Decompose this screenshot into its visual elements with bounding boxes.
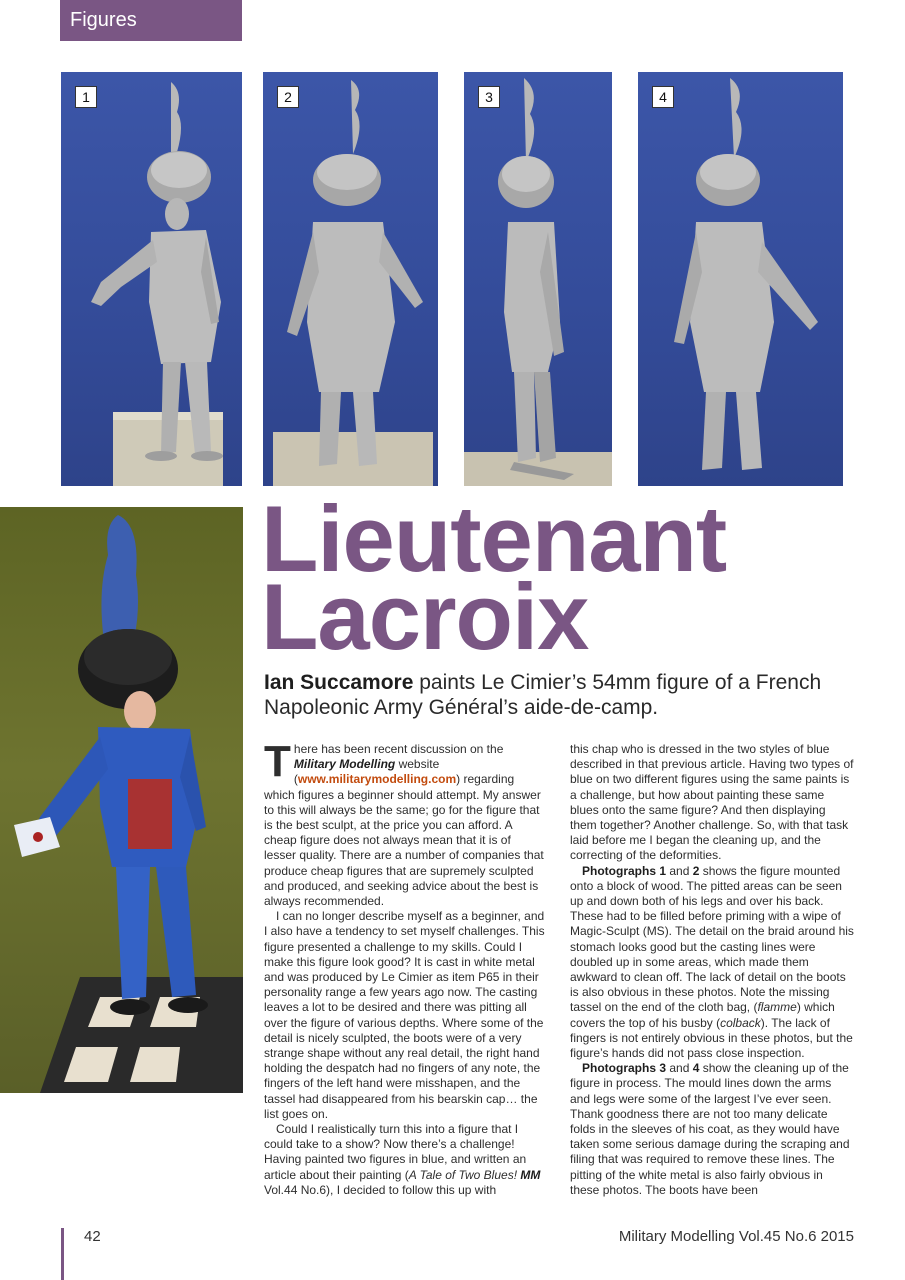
unpainted-figure-back [263, 72, 438, 486]
title-line-2: Lacroix [261, 564, 589, 669]
drop-cap: T [264, 737, 291, 786]
text-run: website ( [293, 757, 440, 787]
photo-4-back-side-view [638, 72, 843, 486]
photo-number: 3 [478, 86, 500, 108]
article-column-left [264, 737, 546, 1198]
text-run: Could I realistically turn this into a figure that I could take to a show? Now there’s a challenge! Having painted two figures in blue, and written an article about their painting ( [264, 1122, 527, 1182]
paragraph: I can no longer describe myself as a beginner, and I also have a tendency to set myself challenges. This figure presented a challenge to my skills. Could I make this figure look good? It is cast in white metal and was produced by Le Cimier as item P65 in their personality range a few years ago now. The casting leaves a lot to be desired and there was pitting all over the figure of various depths. Where some of the detail is nicely sculpted, the boots were of a very strange shape without any real detail, the right hand holding the despatch had no fingers of any note, the fingers of the left hand were misshapen, and the tassel had disappeared from his bearskin cap… the list goes on. [264, 909, 545, 1121]
page-number: 42 [84, 1228, 101, 1245]
text-run: and [666, 863, 693, 878]
issue-info: Military Modelling Vol.45 No.6 2015 [618, 1228, 854, 1245]
article-standfirst [264, 670, 864, 720]
article-column-right [570, 742, 854, 1198]
standfirst-text: paints Le Cimier’s 54mm figure of a French Napoleonic Army Général’s aide-de-camp. [264, 671, 822, 719]
magazine-name: Military Modelling [293, 757, 396, 772]
photo-3-side-view [464, 72, 612, 486]
photo-number: 4 [652, 86, 674, 108]
website-link[interactable]: www.militarymodelling.com [297, 772, 457, 787]
term: flamme [757, 1000, 797, 1015]
paragraph [570, 864, 854, 1062]
painted-figure-photo [0, 507, 243, 1093]
photo-2-back-view [263, 72, 438, 486]
term: colback [720, 1015, 761, 1030]
paragraph [264, 737, 546, 909]
paragraph [264, 1122, 546, 1198]
photo-number: 2 [277, 86, 299, 108]
footer-accent-bar [61, 1228, 64, 1280]
unpainted-figure-front [61, 72, 242, 486]
text-run: ) regarding which figures a beginner should attempt. My answer to this will always be the same; go for the figure that is the best sculpt, at the price you can afford. A cheap figure does not always mean that it is of lesser quality. There are a number of companies that produce cheap figures that are supremely sculpted and produced, and seeking advice about the best is always recommended. [264, 772, 544, 909]
text-run: Vol.44 No.6), I decided to follow this up with [264, 1182, 497, 1197]
paragraph [570, 1061, 854, 1198]
photo-1-front-view [61, 72, 242, 486]
section-label: Figures [60, 0, 242, 41]
photo-ref: Photographs 3 [582, 1061, 667, 1076]
text-run: here has been recent discussion on the [293, 742, 504, 756]
text-run: and [666, 1061, 693, 1076]
paragraph: this chap who is dressed in the two styles of blue described in that previous article. Having two types of blue on two different figures using the same paints is a challenge, but how about painting these same blues onto the same figure? And then displaying them together? Another challenge. So, with that task laid before me I began the cleaning up, and the correcting of the deformities. [570, 742, 854, 863]
article-reference: A Tale of Two Blues! [408, 1167, 518, 1182]
text-run: shows the figure mounted onto a block of wood. The pitted areas can be seen up and down both of his legs and over his back. These had to be filled before priming with a wipe of Magic-Sculpt (MS). The detail on the braid around his stomach looks good but the casting lines were doubled up in some areas, which made them awkward to clean off. The lack of detail on the boots is also obvious in these photos. Note the missing tassel on the end of the cloth bag, ( [570, 863, 854, 1015]
photo-ref: 2 [692, 863, 700, 878]
unpainted-figure-side [464, 72, 612, 486]
photo-ref: 4 [692, 1061, 700, 1076]
text-run: ) which covers the top of his busby ( [570, 1000, 835, 1030]
painted-figure [0, 507, 243, 1093]
author-name: Ian Succamore [264, 671, 414, 694]
magazine-abbrev: MM [520, 1167, 541, 1182]
text-run: show the cleaning up of the figure in process. The mould lines down the arms and legs were some of the largest I’ve ever seen. Thank goodness there are not too many delicate folds in the sleeves of his coat, as they would have taken some serious damage during the scraping and filing that was required to remove these lines. The pitting of the white metal is also fairly obvious in these photos. The boots have been [570, 1061, 850, 1197]
photo-number: 1 [75, 86, 97, 108]
title-line-1: Lieutenant [261, 486, 727, 591]
unpainted-figure-back-side [638, 72, 843, 486]
photo-ref: Photographs 1 [582, 863, 667, 878]
text-run: ). The lack of fingers is not entirely obvious in these photos, but the figure’s hands did not pass close inspection. [570, 1015, 853, 1061]
article-title [261, 486, 861, 669]
